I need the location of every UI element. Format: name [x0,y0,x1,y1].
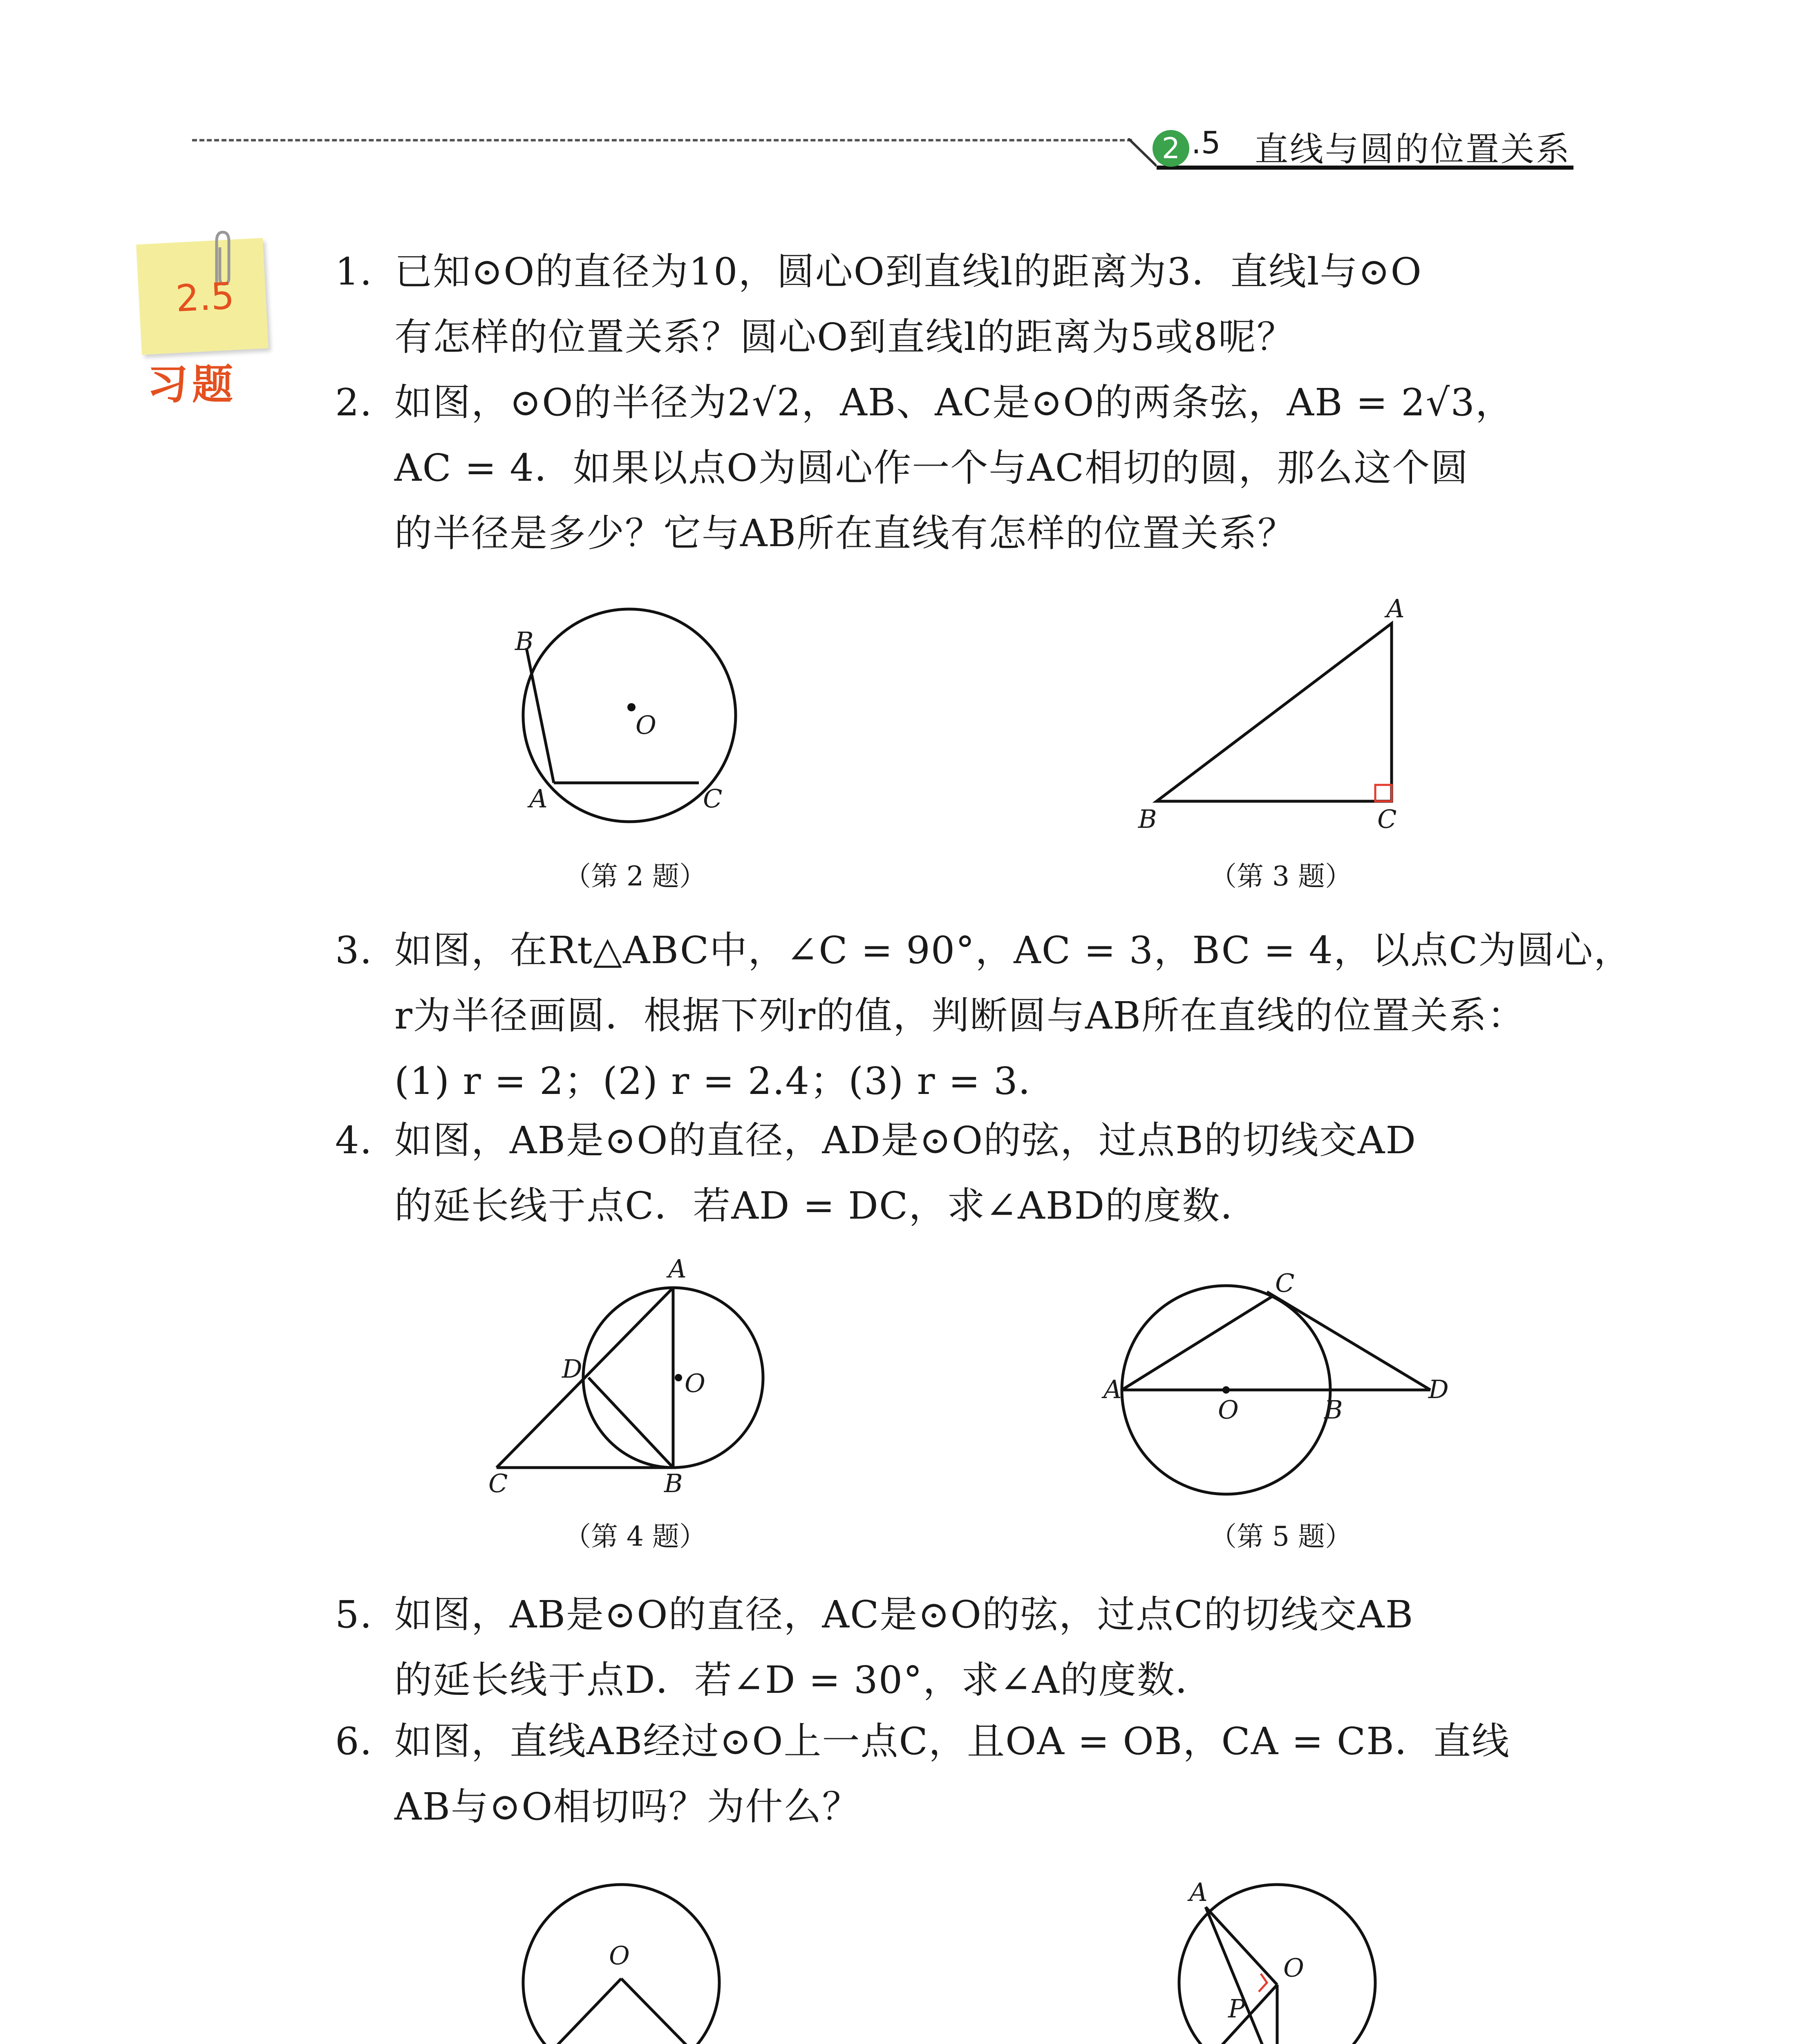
problem-text-line: (1) r = 2；(2) r = 2.4；(3) r = 3． [394,1059,1057,1103]
figure-4 [470,1243,797,1504]
header-slant-rule [1128,138,1157,167]
exercise-number: 2.5 [175,274,235,320]
problem-number: 5. [335,1593,373,1636]
right-angle-mark [1259,1974,1267,1992]
section-subnumber: .5 [1191,125,1221,161]
label-p: P [1228,1994,1245,2024]
label-c: C [488,1468,508,1498]
center-dot [1222,1386,1230,1394]
label-o: O [609,1941,630,1970]
label-b: B [1324,1395,1343,1425]
exercise-label: 习题 [147,361,237,408]
section-number-badge: 2 [1153,130,1189,167]
caption-fig5: （第 5 题） [1210,1521,1352,1552]
figure-5 [1095,1251,1463,1513]
label-c: C [703,784,723,814]
label-c: C [1275,1268,1295,1298]
label-a: A [668,1254,687,1284]
segment-oa [1206,1907,1277,1985]
label-b: B [664,1468,683,1498]
label-o: O [1218,1395,1239,1425]
problem-text-line: 的半径是多少？它与AB所在直线有怎样的位置关系？ [394,511,1296,555]
caption-fig3: （第 3 题） [1210,861,1352,892]
label-o: O [685,1368,705,1398]
problem-text-line: 的延长线于点D．若∠D = 30°，求∠A的度数． [394,1658,1214,1702]
header-dashed-rule [192,139,1132,141]
problem-text-line: 如图，AB是⊙O的直径，AD是⊙O的弦，过点B的切线交AD [394,1118,1417,1162]
problem-number: 3. [335,928,373,972]
problem-2 [335,370,1514,566]
right-angle-mark [1375,785,1392,801]
figure-7 [1153,1864,1406,2044]
problem-number: 6. [335,1719,373,1763]
problem-3 [335,918,1632,1114]
label-c: C [1377,804,1397,834]
problem-text-line: 已知⊙O的直径为10，圆心O到直线l的距离为3．直线l与⊙O [394,250,1422,294]
label-b: B [1138,804,1157,834]
center-dot [627,703,636,711]
caption-fig4: （第 4 题） [564,1521,706,1552]
problem-1 [335,239,1422,370]
problem-number: 2. [335,381,373,424]
label-a: A [529,784,548,814]
problem-text-line: 如图，AB是⊙O的直径，AC是⊙O的弦，过点C的切线交AB [394,1593,1414,1636]
section-title: 直线与圆的位置关系 [1255,130,1571,169]
problem-number: 4. [335,1118,373,1162]
center-dot [675,1374,682,1381]
label-o: O [1283,1953,1304,1983]
figure-2 [490,580,777,842]
problem-text-line: 如图，直线AB经过⊙O上一点C，且OA = OB，CA = CB．直线 [394,1719,1510,1763]
triangle-abc [1157,623,1392,801]
problem-text-line: 的延长线于点C．若AD = DC，求∠ABD的度数． [394,1184,1259,1228]
chord-ab [526,648,554,783]
problem-text-line: 有怎样的位置关系？圆心O到直线l的距离为5或8呢？ [394,315,1295,359]
figure-6 [470,1864,781,2044]
segment-db [589,1378,673,1468]
problem-text-line: 如图，在Rt△ABC中，∠C = 90°，AC = 3，BC = 4，以点C为圆心， [394,928,1632,972]
problem-5 [335,1582,1414,1713]
problem-text-line: AB与⊙O相切吗？为什么？ [394,1785,861,1829]
label-a: A [1103,1374,1122,1404]
problem-text-line: 如图，⊙O的半径为2√2，AB、AC是⊙O的两条弦，AB = 2√3， [394,381,1514,424]
problem-text-line: AC = 4．如果以点O为圆心作一个与AC相切的圆，那么这个圆 [394,446,1469,490]
label-a: A [1189,1877,1208,1907]
problem-number: 1. [335,250,373,294]
problem-4 [335,1108,1417,1239]
label-d: D [562,1354,582,1384]
chord-ac [1122,1296,1273,1390]
label-a: A [1386,594,1405,623]
label-d: D [1428,1374,1449,1404]
caption-fig2: （第 2 题） [564,861,706,892]
label-o: O [636,710,656,740]
problem-text-line: r为半径画圆．根据下列r的值，判断圆与AB所在直线的位置关系： [394,994,1526,1038]
problem-6 [335,1709,1510,1840]
figure-3 [1128,580,1447,842]
label-b: B [515,626,534,656]
tangent-cd [1267,1292,1430,1390]
